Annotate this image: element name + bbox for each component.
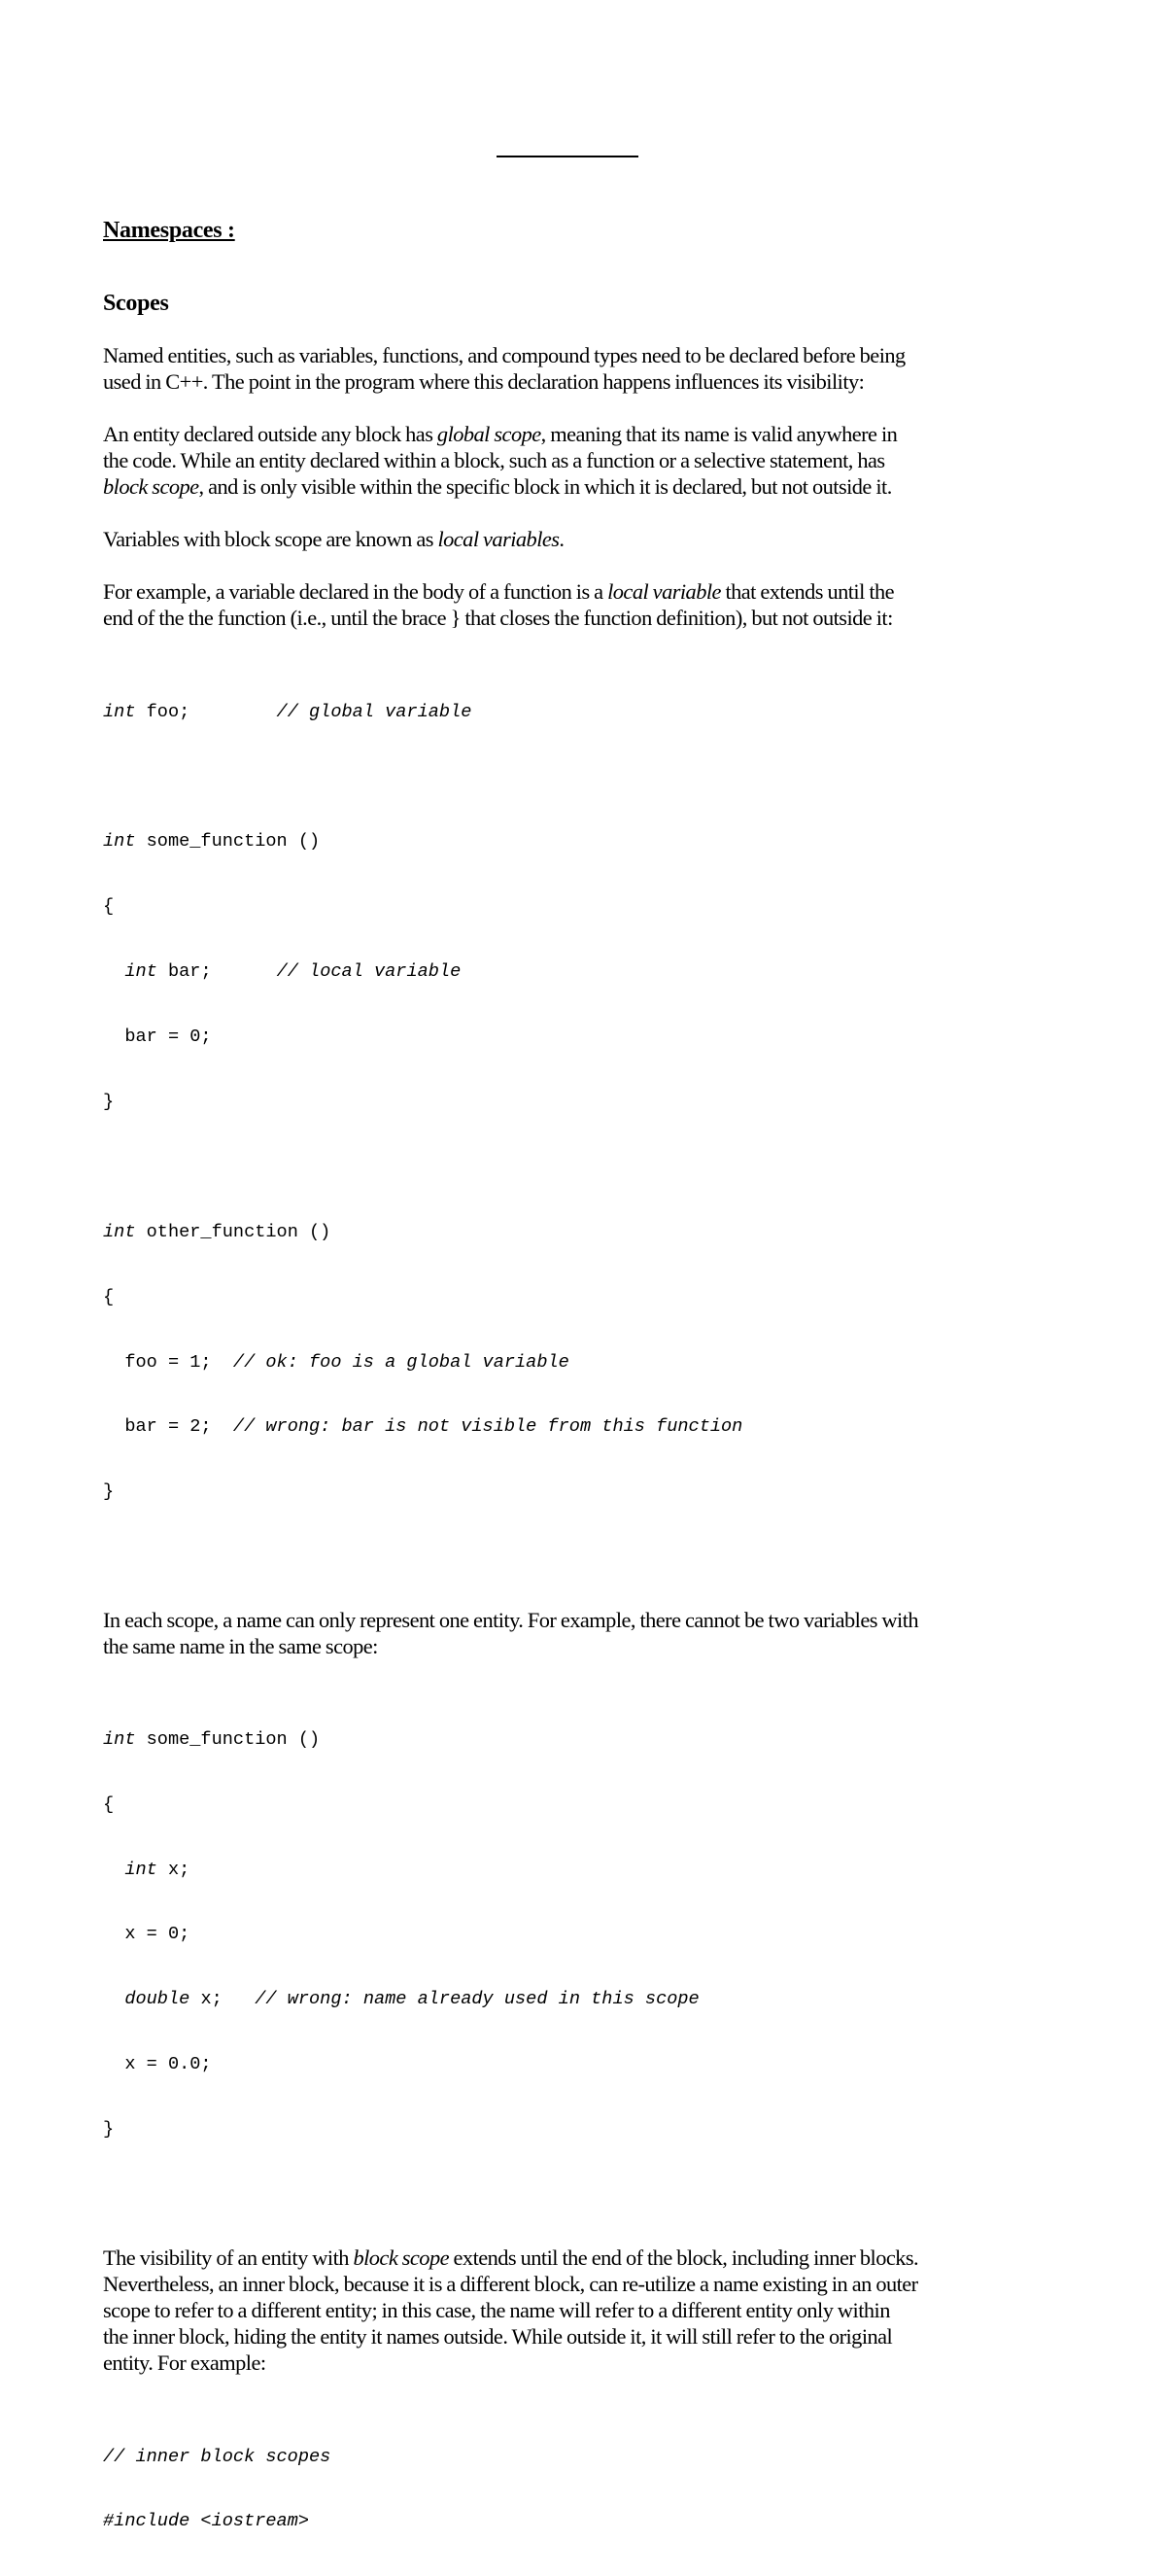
text-run: , and is only visible within the specific block in which it is declared, but not outside it. bbox=[198, 474, 892, 499]
code-line: } bbox=[103, 1481, 115, 1503]
code-line: #include <iostream> bbox=[103, 2511, 310, 2532]
paragraph-line: Nevertheless, an inner block, because it is a different block, can re-utilize a name existing in an outer bbox=[103, 2272, 918, 2296]
code-block-name-conflict bbox=[103, 1686, 1046, 2184]
code-block-inner-scopes bbox=[103, 2403, 1046, 2576]
text-run: The visibility of an entity with bbox=[103, 2245, 354, 2270]
code-comment: // ok: foo is a global variable bbox=[232, 1351, 569, 1373]
code-comment: // wrong: name already used in this scope bbox=[255, 1989, 700, 2010]
code-line: foo = 1; // ok: foo is a global variable bbox=[103, 1351, 569, 1373]
document-body bbox=[103, 216, 1046, 2576]
paragraph-line bbox=[103, 421, 1046, 447]
code-line: int x; bbox=[124, 1859, 190, 1880]
paragraph-line bbox=[103, 578, 1046, 605]
paragraph-inner-blocks bbox=[103, 2245, 1046, 2376]
code-line: int foo; // global variable bbox=[103, 701, 472, 722]
paragraph-local-variables bbox=[103, 526, 1046, 552]
code-line: int some_function () bbox=[103, 831, 321, 853]
paragraph-intro bbox=[103, 342, 1046, 395]
text-run: , meaning that its name is valid anywhere in bbox=[540, 422, 898, 446]
paragraph-one-entity bbox=[103, 1607, 1046, 1659]
code-line: double x; // wrong: name already used in this scope bbox=[124, 1989, 700, 2010]
term-block-scope: block scope bbox=[103, 474, 199, 499]
paragraph-line: the code. While an entity declared within a block, such as a function or a selective statement, has bbox=[103, 448, 885, 472]
code-line: x = 0.0; bbox=[103, 2054, 212, 2075]
text-run: Variables with block scope are known as bbox=[103, 527, 438, 551]
term-global-scope: global scope bbox=[436, 422, 541, 446]
code-line: { bbox=[103, 1286, 115, 1307]
paragraph-line bbox=[103, 526, 1046, 552]
paragraph-line: end of the the function (i.e., until the brace } that closes the function definition), but not outside it: bbox=[103, 606, 893, 630]
code-line: } bbox=[103, 2119, 115, 2141]
code-line: bar = 2; // wrong: bar is not visible from this function bbox=[103, 1416, 743, 1438]
section-heading: Scopes bbox=[103, 291, 169, 316]
text-run: . bbox=[559, 527, 565, 551]
paragraph-line: In each scope, a name can only represent one entity. For example, there cannot be two variables with bbox=[103, 1608, 919, 1633]
page-title: Namespaces : bbox=[103, 218, 235, 243]
header-rule bbox=[497, 156, 638, 157]
paragraph-line bbox=[103, 473, 1046, 500]
paragraph-line: the same name in the same scope: bbox=[103, 1634, 378, 1659]
code-line: bar = 0; bbox=[103, 1027, 212, 1048]
paragraph-line: entity. For example: bbox=[103, 2350, 266, 2375]
text-run: For example, a variable declared in the body of a function is a bbox=[103, 579, 608, 604]
paragraph-line: scope to refer to a different entity; in this case, the name will refer to a different entity only within bbox=[103, 2298, 890, 2322]
paragraph-example bbox=[103, 578, 1046, 631]
code-line: int some_function () bbox=[103, 1728, 321, 1750]
text-run: An entity declared outside any block has bbox=[103, 422, 437, 446]
code-line: int other_function () bbox=[103, 1221, 331, 1242]
code-line: } bbox=[103, 1091, 115, 1112]
code-comment: // wrong: bar is not visible from this function bbox=[232, 1416, 743, 1438]
paragraph-line bbox=[103, 2245, 1046, 2271]
text-run: that extends until the bbox=[720, 579, 895, 604]
term-local-variable: local variable bbox=[607, 579, 721, 604]
paragraph-line: Named entities, such as variables, functions, and compound types need to be declared before being bbox=[103, 343, 906, 367]
paragraph-line: used in C++. The point in the program where this declaration happens influences its visibility: bbox=[103, 369, 865, 394]
code-line: x = 0; bbox=[103, 1924, 190, 1945]
term-block-scope: block scope bbox=[353, 2245, 449, 2270]
term-local-variables: local variables bbox=[437, 527, 560, 551]
code-line: int bar; // local variable bbox=[124, 961, 462, 983]
code-comment: // global variable bbox=[276, 701, 472, 722]
code-line: { bbox=[103, 1793, 115, 1815]
code-line: { bbox=[103, 896, 115, 918]
code-comment: // local variable bbox=[276, 961, 462, 983]
paragraph-scope-definition bbox=[103, 421, 1046, 500]
code-line: // inner block scopes bbox=[103, 2446, 331, 2467]
paragraph-line: the inner block, hiding the entity it names outside. While outside it, it will still refer to the original bbox=[103, 2324, 893, 2349]
code-block-global-local bbox=[103, 658, 1046, 1547]
text-run: extends until the end of the block, including inner blocks. bbox=[448, 2245, 919, 2270]
